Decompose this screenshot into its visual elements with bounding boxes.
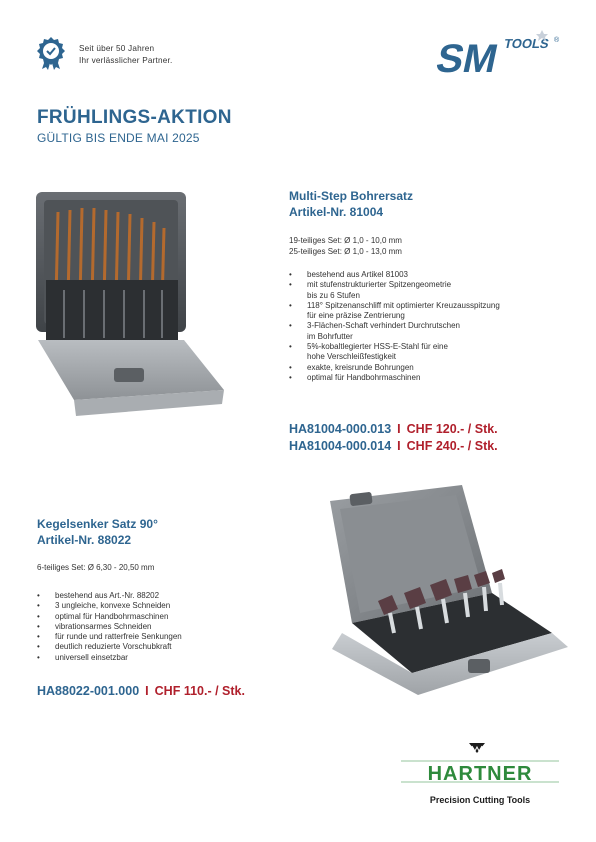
price-row (289, 421, 498, 438)
hartner-brand-text: HARTNER (427, 763, 533, 785)
product1-name: Multi-Step Bohrersatz (289, 189, 414, 203)
feature-item: • 5%-kobaltlegierter HSS-E-Stahl für eine (289, 342, 579, 352)
countersink-set-image (322, 483, 572, 705)
price-row (289, 438, 498, 455)
sm-tools-logo (430, 26, 570, 82)
quality-badge-icon (34, 36, 68, 70)
feature-item: • deutlich reduzierte Vorschubkraft (37, 642, 297, 652)
price-value: CHF 110.- / Stk. (154, 684, 245, 698)
feature-item: • universell einsetzbar (37, 653, 297, 663)
logo-tools-text: TOOLS (502, 36, 551, 51)
feature-item-continued: für eine präzise Zentrierung (307, 311, 405, 321)
price-separator: I (145, 684, 149, 698)
hartner-emblem-icon (469, 743, 485, 753)
price-value: CHF 240.- / Stk. (406, 439, 498, 453)
feature-item-continued: bis zu 6 Stufen (307, 290, 360, 300)
product1-article: Artikel-Nr. 81004 (289, 205, 384, 219)
feature-item-continued: hohe Verschleißfestigkeit (307, 352, 396, 362)
tagline (79, 43, 172, 66)
article-number: HA81004-000.013 (289, 422, 392, 436)
hartner-tagline: Precision Cutting Tools (429, 795, 531, 805)
product1-title (289, 188, 413, 220)
product1-prices (289, 421, 498, 455)
price-separator: I (397, 439, 401, 453)
feature-item: • 118° Spitzenanschliff mit optimierter Kreuzausspitzung (289, 301, 579, 311)
article-number: HA88022-001.000 (37, 684, 140, 698)
feature-item: • optimal für Handbohrmaschinen (289, 373, 579, 383)
feature-item: • für runde und ratterfreie Senkungen (37, 632, 297, 642)
feature-item: • bestehend aus Art.-Nr. 88202 (37, 591, 297, 601)
drill-set-image (34, 190, 264, 430)
feature-item: • optimal für Handbohrmaschinen (37, 612, 297, 622)
product2-article: Artikel-Nr. 88022 (37, 533, 132, 547)
tagline-line-1: Seit über 50 Jahren (79, 44, 155, 53)
product1-feature-list (289, 270, 579, 383)
svg-text:®: ® (554, 37, 560, 44)
promo-title: FRÜHLINGS-AKTION (37, 107, 232, 128)
product1-spec-line: 19-teiliges Set: Ø 1,0 - 10,0 mm (289, 236, 402, 245)
feature-item: • vibrationsarmes Schneiden (37, 622, 297, 632)
tagline-line-2: Ihr verlässlicher Partner. (79, 55, 173, 65)
product2-name: Kegelsenker Satz 90° (37, 517, 158, 531)
feature-item: • 3 ungleiche, konvexe Schneiden (37, 601, 297, 611)
price-value: CHF 120.- / Stk. (406, 422, 498, 436)
hartner-logo (395, 739, 565, 809)
logo-sm-text: SM (432, 35, 502, 81)
product2-feature-list (37, 591, 297, 663)
product2-title (37, 516, 158, 548)
product1-spec-line: 25-teiliges Set: Ø 1,0 - 13,0 mm (289, 246, 402, 256)
product2-spec-line: 6-teiliges Set: Ø 6,30 - 20,50 mm (37, 563, 155, 572)
article-number: HA81004-000.014 (289, 439, 392, 453)
feature-item: • mit stufenstrukturierter Spitzengeometrie (289, 280, 579, 290)
price-row (37, 683, 245, 700)
price-separator: I (397, 422, 401, 436)
product2-prices (37, 683, 245, 700)
feature-item-continued: im Bohrfutter (307, 331, 353, 341)
feature-item: • exakte, kreisrunde Bohrungen (289, 363, 579, 373)
feature-item: • bestehend aus Artikel 81003 (289, 270, 579, 280)
product1-specs (289, 236, 402, 257)
product2-specs (37, 563, 154, 574)
promo-subtitle: GÜLTIG BIS ENDE MAI 2025 (37, 131, 200, 145)
feature-item: • 3-Flächen-Schaft verhindert Durchrutschen (289, 321, 579, 331)
